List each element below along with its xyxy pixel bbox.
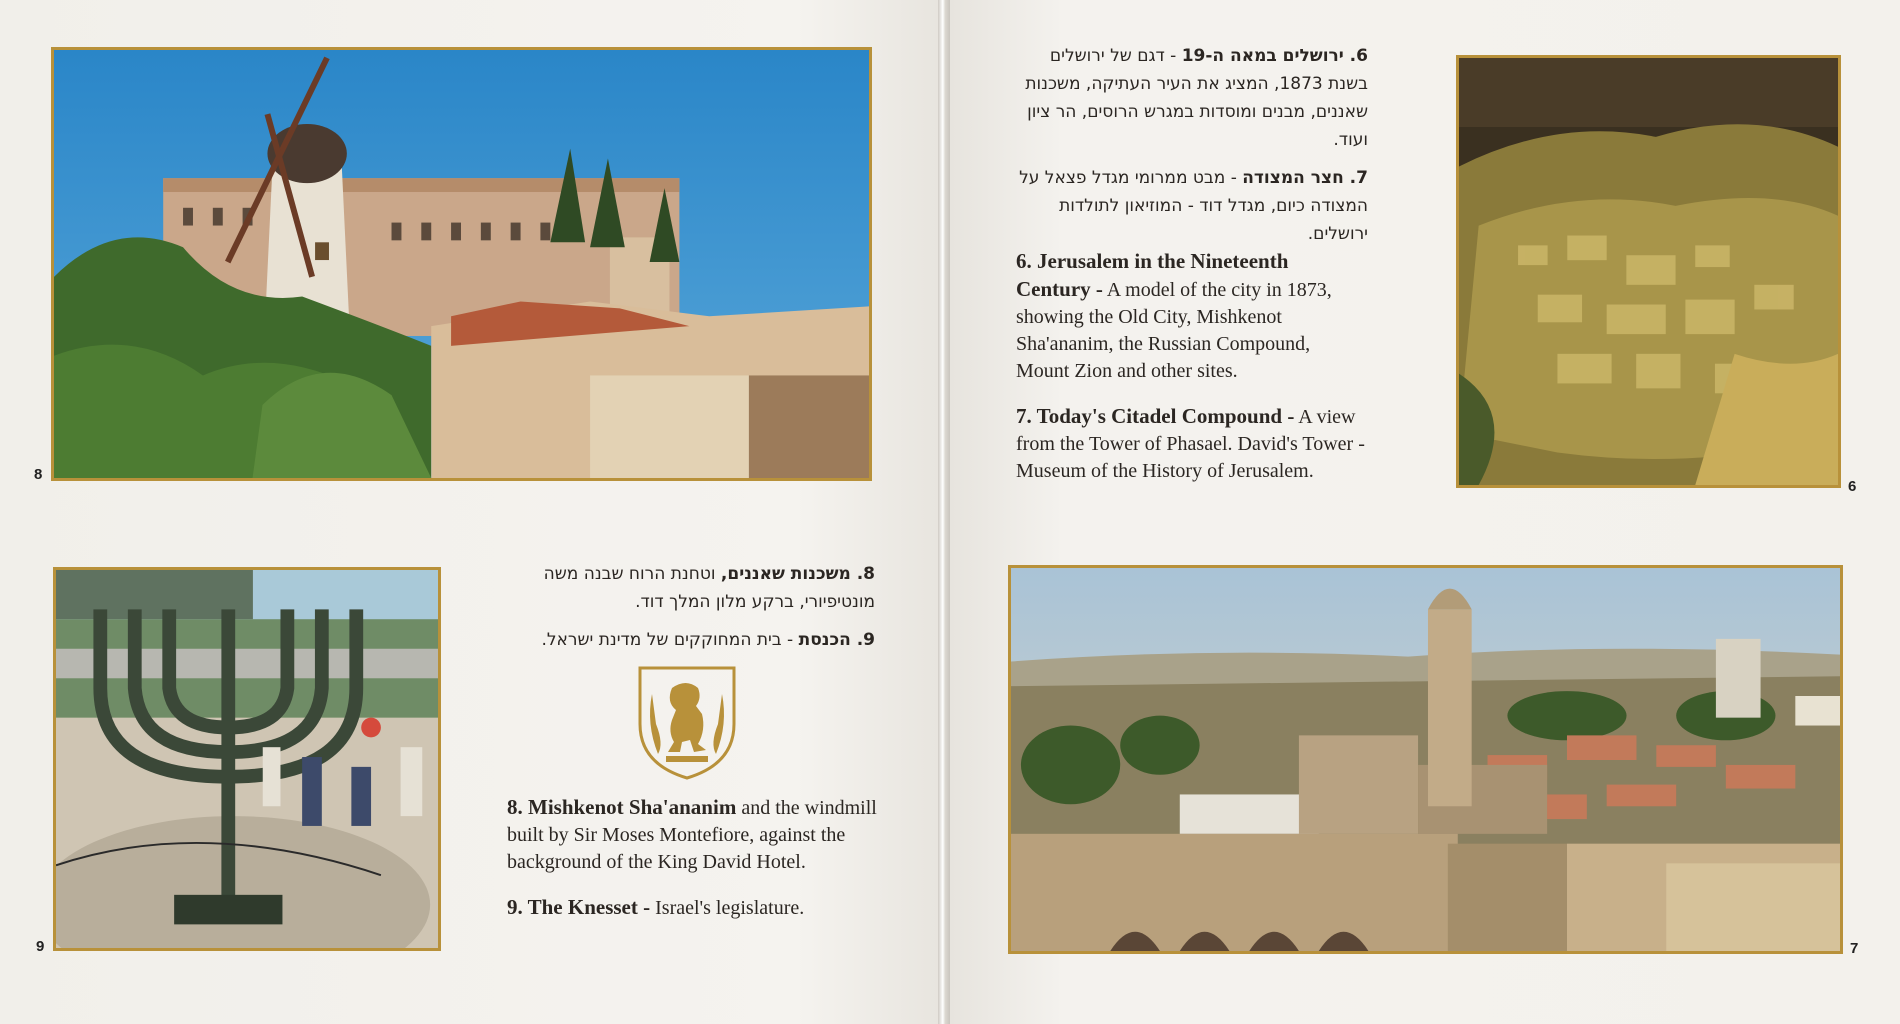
page-number-6: 6: [1848, 478, 1857, 495]
jerusalem-lion-emblem-icon: [636, 664, 738, 782]
english-caption-6: 6. Jerusalem in the Nineteenth Century - A model of the city in 1873, showing the Old City, Mishkenot Sha'ananim, the Russian Compound, Mount Zion and other sites.: [1016, 249, 1332, 382]
hebrew-captions-right: [1010, 42, 1368, 258]
english-caption-8: 8. Mishkenot Sha'ananim and the windmill built by Sir Moses Montefiore, against the background of the King David Hotel.: [507, 795, 877, 873]
page-number-9: 9: [36, 938, 45, 955]
photo-citadel: [1008, 565, 1843, 954]
photo-windmill: [51, 47, 872, 481]
hebrew-caption-9: 9. הכנסת - בית המחוקקים של מדינת ישראל.: [541, 630, 875, 650]
hebrew-caption-6: 6. ירושלים במאה ה-19 - דגם של ירושלים בשנת 1873, המציג את העיר העתיקה, משכנות שאננים, מבנים ומוסדות במגרש הרוסים, הר ציון ועוד.: [1025, 46, 1368, 150]
photo-jerusalem-model: [1456, 55, 1841, 488]
english-captions-left: [507, 794, 877, 940]
page-number-8: 8: [34, 466, 43, 483]
page-number-7: 7: [1850, 940, 1859, 957]
photo-knesset-menorah: [53, 567, 441, 951]
left-page: [0, 0, 938, 1024]
book-gutter: [938, 0, 950, 1024]
english-caption-7: 7. Today's Citadel Compound - A view from the Tower of Phasael. David's Tower - Museum of the History of Jerusalem.: [1016, 404, 1365, 482]
english-caption-9: 9. The Knesset - Israel's legislature.: [507, 895, 805, 919]
hebrew-captions-left: [495, 560, 875, 664]
hebrew-caption-7: 7. חצר המצודה - מבט ממרומי מגדל פצאל על המצודה כיום, מגדל דוד - המוזיאון לתולדות ירושלים.: [1019, 168, 1368, 244]
hebrew-caption-8: 8. משכנות שאננים, וטחנת הרוח שבנה משה מונטיפיורי, ברקע מלון המלך דוד.: [543, 564, 875, 612]
right-page: [950, 0, 1900, 1024]
english-captions-right: [1016, 248, 1368, 503]
